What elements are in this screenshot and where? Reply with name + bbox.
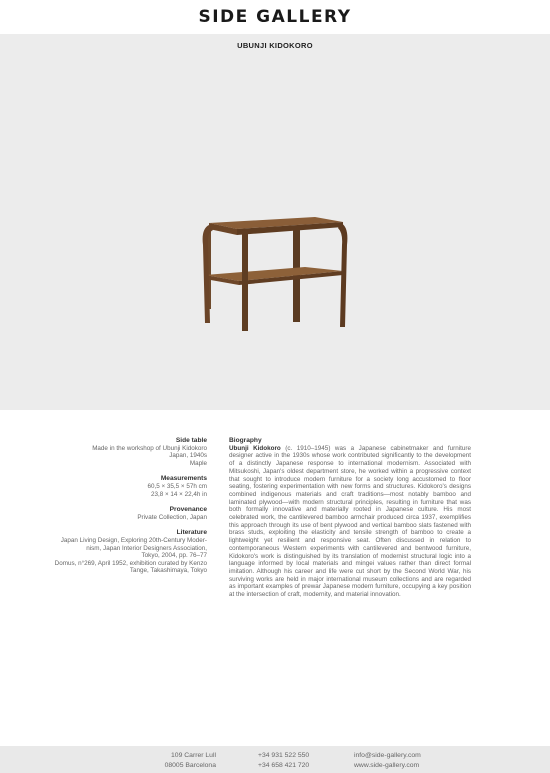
biography-heading: Biography [229,437,262,444]
literature-block [0,529,207,575]
table-photo [195,205,355,335]
literature-line: Tange, Takashimaya, Tokyo [129,567,207,575]
footer-address [140,751,216,771]
literature-line: Tokyo, 2004, pp. 76–77 [141,552,207,560]
footer-web [354,751,444,771]
biography-column [229,437,471,599]
provenance-block [0,506,207,521]
address-line: 08005 Barcelona [164,762,216,769]
front-leg-left [203,225,213,323]
object-heading: Side table [175,437,207,444]
measurements-heading: Measurements [160,475,207,483]
biography-name: Ubunji Kidokoro [229,444,281,452]
object-block [0,437,207,467]
header [0,0,550,34]
provenance-heading: Provenance [169,506,207,514]
literature-line: Japan Living Design, Exploring 20th-Century Moder- [60,536,207,544]
biography-body: (c. 1910–1945) was a Japanese cabinetmaker and furniture designer active in the 1930s whose work contributed significantly to the development of a distinctly Japanese response to international modernism. Associated with Mitsukoshi, Japan's oldest department store, he worked within a progressive context that sought to introduce modern furniture for a society long accustomed to floor seating, fostering experimentation with new forms and structures. Kidokoro's designs combined indigenous materials and craft traditions—most notably bamboo and laminated plywood—with modern structural principles, resulting in furniture that was both formally innovative and materially rooted in Japanese culture. His most celebrated work, the cantilevered bamboo armchair produced circa 1937, exemplifies this approach through its use of bent plywood and vertical bamboo slats fastened with brass studs, exploiting the elasticity and tensile strength of bamboo to create a lightweight yet resilient and responsive seat. Often discussed in relation to contemporaneous Western experiments with cantilevered and bentwood furniture, Kidokoro's work is distinguished by its translation of modernist structural logic into a language informed by local materials and mingei values rather than direct formal imitation. Although his career and life were cut short by the Second World War, his surviving works are held in major international museum collections and are regarded as important examples of prewar Japanese modern furniture, occupying a key position at the intersection of craft, modernity, and material innovation. [229,444,471,599]
object-line: Made in the workshop of Ubunji Kidokoro [92,444,207,452]
details-column [0,437,207,583]
literature-heading: Literature [176,529,207,537]
front-leg-center [242,231,248,331]
phone-link[interactable]: +34 931 522 550 [258,752,310,759]
object-line: Japan, 1940s [169,452,207,460]
provenance-line: Private Collection, Japan [137,513,207,521]
object-line: Maple [189,459,207,467]
phone-link[interactable]: +34 658 421 720 [258,762,310,769]
literature-line: nism, Japan Interior Designers Association, [86,544,207,552]
footer-phones [258,751,328,771]
biography-text [229,445,471,599]
measurements-line: 60,5 × 35,5 × 57h cm [147,482,207,490]
measurements-line: 23,8 × 14 × 22,4h in [150,490,207,498]
gallery-logo: SIDE GALLERY [198,7,352,27]
footer [0,746,550,773]
address-line: 109 Carrer Lull [171,752,216,759]
artist-name: UBUNJI KIDOKORO [237,41,313,50]
email-link[interactable]: info@side-gallery.com [354,752,421,759]
measurements-block [0,475,207,498]
literature-line: Domus, n°269, April 1952, exhibition curated by Kenzo [54,559,207,567]
website-link[interactable]: www.side-gallery.com [354,762,420,769]
